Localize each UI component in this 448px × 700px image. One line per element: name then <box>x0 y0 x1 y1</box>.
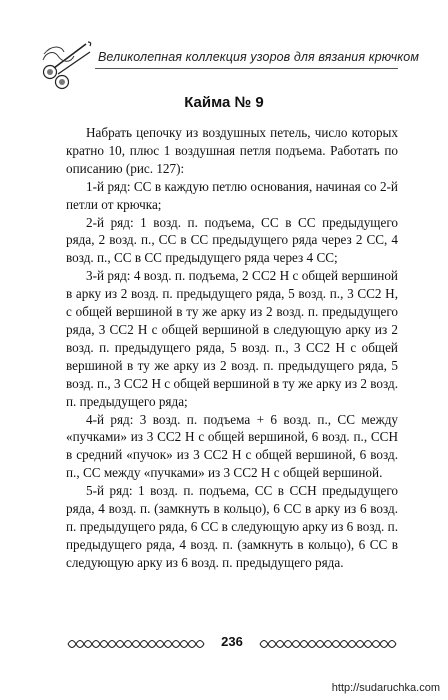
pattern-instructions <box>66 124 398 572</box>
row-3-paragraph: 3-й ряд: 4 возд. п. подъема, 2 СС2 Н с общей вершиной в арку из 2 возд. п. предыдущего ряда, 5 возд. п., 3 СС2 Н, с общей вершиной в ту же арку из 2 возд. п. предыдущего ряда, 3 СС2 Н с общей вершиной в следующую арку из 2 возд. п. предыдущего ряда, 5 возд. п., 3 СС2 Н с общей вершиной в ту же арку из 2 возд. п. предыдущего ряда, 5 возд. п., 3 СС2 Н с общей вершиной в ту же арку из 2 возд. п. предыдущего ряда; <box>66 268 398 409</box>
footer-ornament-right-icon <box>258 637 398 651</box>
footer-ornament-left-icon <box>66 637 206 651</box>
page-number: 236 <box>221 634 243 649</box>
row-1-paragraph: 1-й ряд: СС в каждую петлю основания, начиная со 2-й петли от крючка; <box>66 178 398 212</box>
intro-paragraph: Набрать цепочку из воздушных петель, число которых кратно 10, плюс 1 воздушная петля подъема. Работать по описанию (рис. 127): <box>66 125 398 176</box>
row-2-paragraph: 2-й ряд: 1 возд. п. подъема, СС в СС предыдущего ряда, 2 возд. п., СС в СС предыдущего ряда через 2 СС, 4 возд. п., СС в СС предыдущего ряда через 4 СС; <box>66 214 398 266</box>
pattern-title: Кайма № 9 <box>184 94 264 111</box>
header-rule <box>95 68 398 69</box>
row-4-paragraph: 4-й ряд: 3 возд. п. подъема + 6 возд. п., СС между «пучками» из 3 СС2 Н с общей вершиной, 6 возд. п., ССН в средний «пучок» из 3 СС2 Н с общей вершиной, 6 возд. п., СС между «пучками» из 3 СС2 Н с общей вершиной. <box>66 411 398 481</box>
row-5-paragraph: 5-й ряд: 1 возд. п. подъема, СС в ССН предыдущего ряда, 4 возд. п. (замкнуть в кольцо), 6 СС в арку из 6 возд. п. предыдущего ряда, 6 СС в следующую арку из 6 возд. п. предыдущего ряда, 4 возд. п. (замкнуть в кольцо), 6 СС в следующую арку из 6 возд. п. предыдущего ряда. <box>66 483 398 570</box>
page-header <box>0 0 448 100</box>
crochet-hook-logo-icon <box>40 38 96 94</box>
running-head: Великолепная коллекция узоров для вязания крючком <box>98 50 419 64</box>
watermark-url: http://sudaruchka.com <box>331 682 440 694</box>
page-footer <box>66 631 398 657</box>
